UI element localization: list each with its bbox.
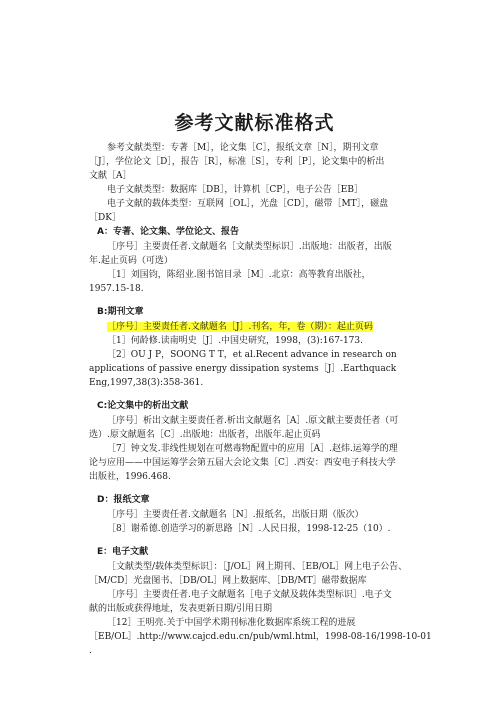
line-text: ［EB/OL］.http://www.cajcd.edu.cn/pub/wml.html，1998-08-16/1998-10-01 bbox=[89, 632, 432, 642]
line-text: ［1］何龄修.读南明史［J］.中国史研究，1998，(3):167-173. bbox=[107, 336, 364, 346]
text-line bbox=[89, 376, 420, 390]
intro-block bbox=[89, 141, 420, 225]
text-line bbox=[89, 522, 420, 536]
line-text: 文献［A］ bbox=[89, 171, 132, 181]
line-text: ［7］钟文发.非线性规划在可燃毒物配置中的应用［A］.赵炜.运筹学的理 bbox=[107, 444, 398, 454]
line-text: ［J］，学位论文［D］，报告［R］，标准［S］，专利［P］，论文集中的析出 bbox=[89, 157, 385, 167]
line-text: ［1］刘国钧，陈绍业.图书馆目录［M］.北京：高等教育出版社， bbox=[107, 270, 371, 280]
text-line bbox=[89, 630, 432, 644]
line-text: 电子文献的载体类型：互联网［OL］，光盘［CD］，磁带［MT］，磁盘 bbox=[107, 199, 389, 209]
line-text: ［2］OU J P，SOONG T T，et al.Recent advance in research on bbox=[107, 350, 397, 360]
section-heading: B:期刊文章 bbox=[97, 307, 144, 317]
text-line bbox=[89, 169, 420, 183]
line-text: ［文献类型/载体类型标识］：［J/OL］网上期刊、［EB/OL］网上电子公告、 bbox=[107, 562, 408, 572]
text-line bbox=[89, 616, 420, 630]
line-text: 电子文献类型：数据库［DB］，计算机［CP］，电子公告［EB］ bbox=[107, 185, 363, 195]
text-line bbox=[89, 240, 420, 254]
section-heading: A：专著、论文集、学位论文、报告 bbox=[97, 227, 239, 237]
line-text: ［12］王明亮.关于中国学术期刊标准化数据库系统工程的进展 bbox=[107, 618, 356, 628]
text-line bbox=[89, 414, 420, 428]
line-text: . bbox=[89, 646, 92, 656]
line-text: 献的出版或获得地址，发表更新日期/引用日期 bbox=[89, 604, 273, 614]
text-line bbox=[89, 508, 420, 522]
line-text: 年.起止页码（可选） bbox=[89, 256, 173, 266]
section-gap bbox=[89, 484, 420, 493]
text-line bbox=[89, 141, 420, 155]
text-line bbox=[89, 334, 420, 348]
section-heading: D：报纸文章 bbox=[97, 495, 150, 505]
line-text: ［序号］主要责任者.文献题名［文献类型标识］.出版地：出版者，出版 bbox=[107, 242, 392, 252]
text-line bbox=[89, 442, 420, 456]
text-line bbox=[89, 282, 420, 296]
line-text: 1957.15-18. bbox=[89, 284, 144, 294]
line-text: applications of passive energy dissipation systems［J］.Earthquack bbox=[89, 364, 397, 374]
line-text: ［DK］ bbox=[89, 213, 121, 223]
sections-block bbox=[89, 225, 432, 658]
line-text: ［序号］主要责任者.文献题名［N］.报纸名，出版日期（版次） bbox=[107, 510, 364, 520]
text-line bbox=[89, 254, 420, 268]
text-line bbox=[89, 588, 420, 602]
text-line bbox=[89, 470, 420, 484]
highlighted-text: ［序号］主要责任者.文献题名［J］.刊名，年，卷（期）：起止页码 bbox=[107, 322, 373, 332]
text-line bbox=[89, 197, 420, 211]
text-line bbox=[89, 183, 420, 197]
text-line bbox=[89, 362, 420, 376]
text-line bbox=[89, 348, 420, 362]
text-line bbox=[89, 644, 420, 658]
section-heading: C:论文集中的析出文献 bbox=[97, 401, 189, 411]
line-text: Eng,1997,38(3):358-361. bbox=[89, 378, 204, 388]
text-line bbox=[89, 560, 420, 574]
page-title: 参考文献标准格式 bbox=[174, 112, 335, 134]
line-text: 选）.原文献题名［C］.出版地：出版者，出版年.起止页码 bbox=[89, 430, 321, 440]
text-line bbox=[89, 211, 420, 225]
line-text: ［8］谢希德.创造学习的新思路［N］.人民日报，1998-12-25（10）. bbox=[107, 524, 391, 534]
line-text: 参考文献类型：专著［M］，论文集［C］，报纸文章［N］，期刊文章 bbox=[107, 143, 379, 153]
line-text: ［序号］主要责任者.电子文献题名［电子文献及载体类型标识］.电子文 bbox=[107, 590, 392, 600]
section-gap bbox=[89, 390, 420, 399]
text-line bbox=[89, 574, 420, 588]
line-text: 出版社，1996.468. bbox=[89, 472, 171, 482]
text-line bbox=[89, 602, 420, 616]
text-line bbox=[89, 268, 420, 282]
text-line bbox=[89, 456, 420, 470]
section-heading: E：电子文献 bbox=[97, 547, 149, 557]
text-line bbox=[89, 320, 420, 334]
section-gap bbox=[89, 536, 420, 545]
text-line bbox=[89, 155, 420, 169]
line-text: ［序号］析出文献主要责任者.析出文献题名［A］.原文献主要责任者（可 bbox=[107, 416, 399, 426]
section-gap bbox=[89, 296, 420, 305]
line-text: ［M/CD］光盘图书、［DB/OL］网上数据库、［DB/MT］磁带数据库 bbox=[89, 576, 367, 586]
text-line bbox=[89, 428, 420, 442]
line-text: 论与应用——中国运筹学会第五届大会论文集［C］.西安：西安电子科技大学 bbox=[89, 458, 396, 468]
